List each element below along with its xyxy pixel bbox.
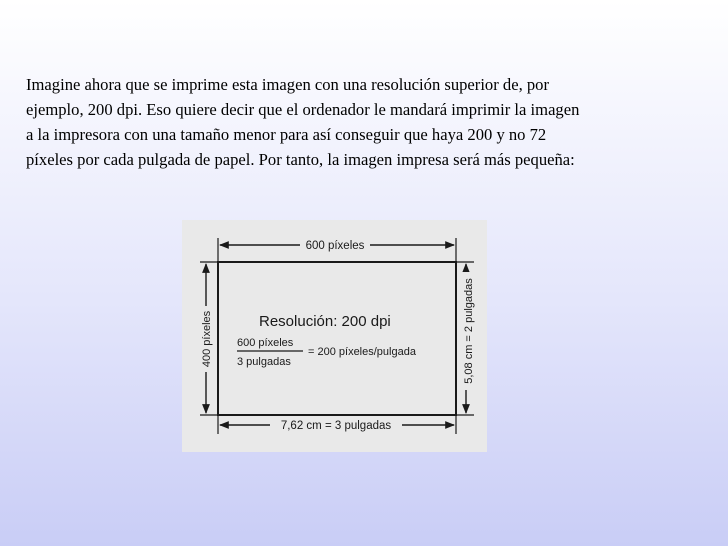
fraction-numerator: 600 píxeles: [237, 337, 294, 349]
diagram-svg: [182, 220, 487, 452]
left-height-label: 400 píxeles: [201, 310, 213, 368]
body-paragraph: Imagine ahora que se imprime esta imagen con una resolución superior de, por ejemplo, 200 dpi. Eso quiere decir que el ordenador le mandará imprimir la imagen a la impresora con una tamaño menor para así conseguir que haya 200 y no 72 píxeles por cada pulgada de papel. Por tanto, la imagen impresa será más pequeña:: [26, 75, 580, 169]
right-height-label: 5,08 cm = 2 pulgadas: [463, 278, 475, 384]
bottom-width-label: 7,62 cm = 3 pulgadas: [280, 420, 392, 432]
resolution-label: Resolución: 200 dpi: [259, 313, 391, 330]
resolution-diagram: [182, 220, 487, 452]
fraction-result: = 200 píxeles/pulgada: [308, 346, 416, 358]
top-width-label: 600 píxeles: [305, 240, 365, 252]
fraction-denominator: 3 pulgadas: [237, 356, 291, 368]
